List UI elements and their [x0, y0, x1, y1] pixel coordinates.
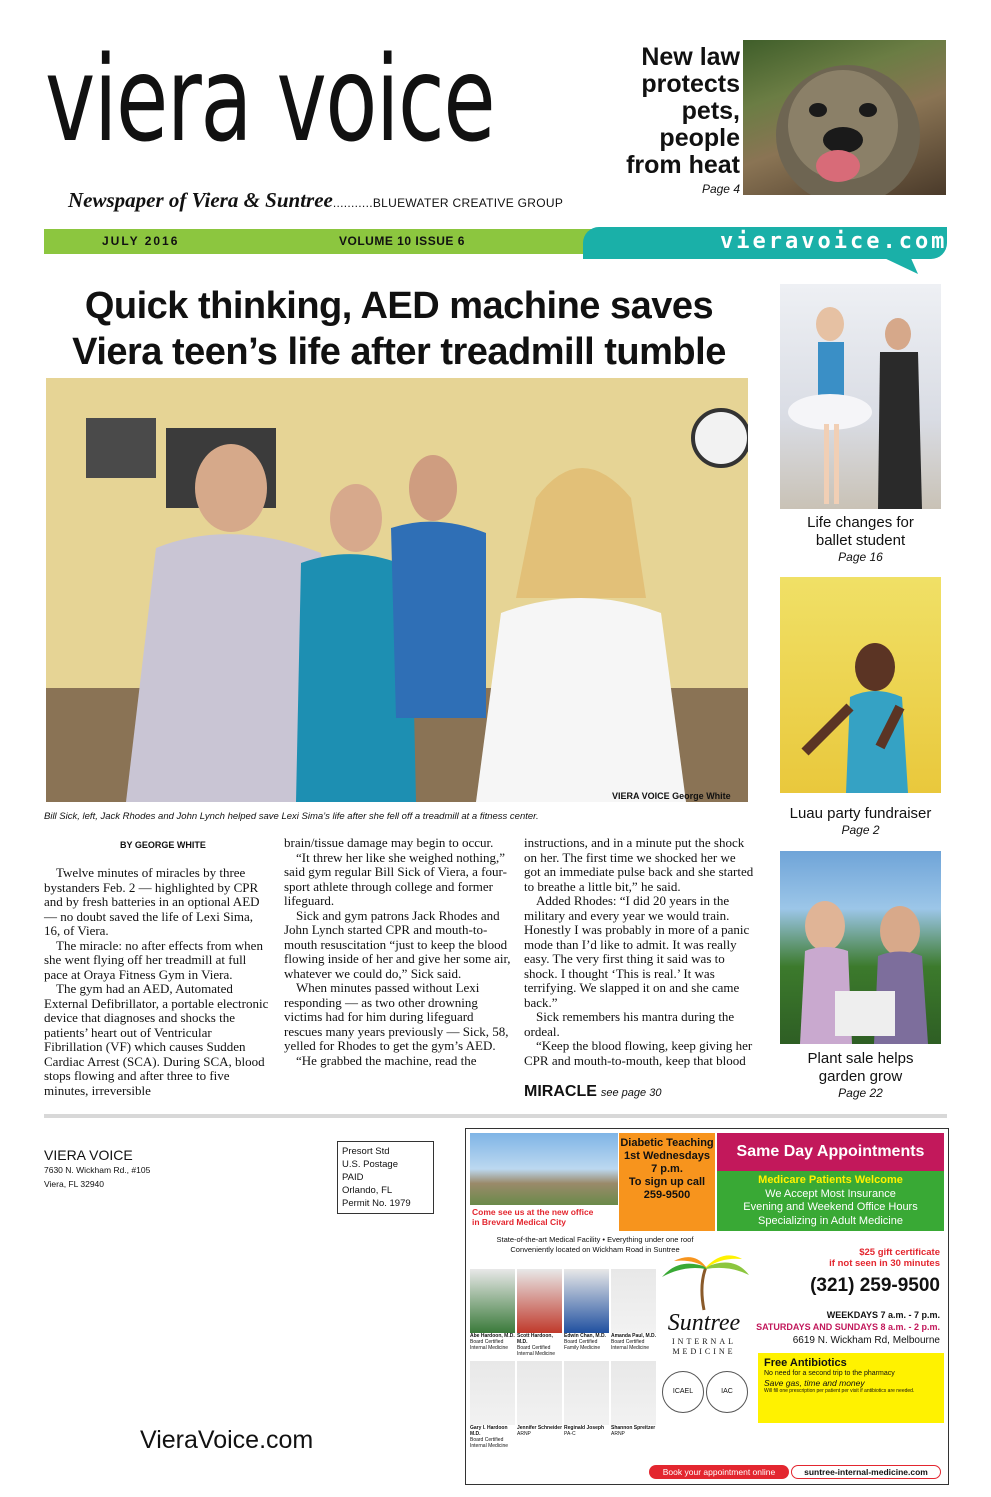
- luau-caption[interactable]: Luau party fundraiser Page 2: [789, 805, 932, 837]
- issue-volume: VOLUME 10 ISSUE 6: [339, 234, 465, 248]
- doctor-photo: [470, 1361, 515, 1425]
- photo-credit: VIERA VOICE George White: [612, 791, 731, 801]
- office-note: Come see us at the new office in Brevard Medical City: [472, 1207, 594, 1227]
- phone-number[interactable]: (321) 259-9500: [810, 1275, 940, 1296]
- facility-text: State-of-the-art Medical Facility • Everything under one roof Conveniently located on Wickham Road in Suntree: [496, 1235, 694, 1254]
- building-photo: [470, 1133, 618, 1205]
- dog-photo: [743, 40, 946, 195]
- teaser-story[interactable]: [600, 44, 740, 196]
- jump-page: see page 30: [600, 1087, 662, 1099]
- gift-certificate: $25 gift certificate if not seen in 30 minutes: [829, 1247, 940, 1269]
- jump-word: MIRACLE: [524, 1083, 597, 1100]
- doctor-card: Edwin Chan, M.D. Board Certified Family Medicine: [564, 1269, 609, 1357]
- doctor-card: Reginald Joseph PA-C: [564, 1361, 609, 1449]
- ad-website-link[interactable]: suntree-internal-medicine.com: [791, 1465, 941, 1479]
- article-column-3: instructions, and in a minute put the shock on her. The first time we shocked her we got an immediate pulse back and she started to breathe a little bit,” he said. Added Rhodes: “I did 20 years in the military and every year we would train. Honestly I was probably in more of a panic mode than I’d like to admit. It was really easy. The very first thing it said was to shock. I thought ‘This is real.’ It was terrifying. We slapped it on and she came back.” Sick remembers his mantra during the ordeal. “Keep the blood flowing, keep giving her CPR and mouth-to-mouth, keep that blood: [524, 835, 754, 1068]
- masthead-title: viera voice: [45, 30, 495, 168]
- doctor-photo: [470, 1269, 515, 1333]
- garden-photo: [780, 851, 941, 1044]
- office-address: 6619 N. Wickham Rd, Melbourne: [792, 1335, 940, 1346]
- doctor-card: Jennifer Schneider ARNP: [517, 1361, 562, 1449]
- book-online-button[interactable]: Book your appointment online: [649, 1465, 789, 1479]
- suntree-logo: Suntree INTERNAL MEDICINE: [654, 1255, 754, 1365]
- doctor-photo: [517, 1269, 562, 1333]
- jump-link[interactable]: [524, 1083, 661, 1101]
- section-divider: [44, 1114, 947, 1118]
- palm-icon: [654, 1255, 754, 1315]
- doctor-card: Amanda Paul, M.D. Board Certified Internal Medicine: [611, 1269, 656, 1357]
- antibiotics-box: Free Antibiotics No need for a second trip to the pharmacy Save gas, time and money Will fill one prescription per patient per visit if antibiotics are needed.: [758, 1353, 944, 1423]
- banner-tail: [880, 256, 920, 276]
- doctor-photo: [564, 1361, 609, 1425]
- doctor-photo: [517, 1361, 562, 1425]
- ballet-caption[interactable]: Life changes for ballet student Page 16: [807, 514, 914, 564]
- article-column-2: brain/tissue damage may begin to occur. “It threw her like she weighed nothing,” said gym regular Bill Sick of Viera, a four-sport athlete through college and former lifeguard. Sick and gym patrons Jack Rhodes and John Lynch started CPR and mouth-to-mouth resuscitation “just to keep the blood flowing inside of her and give her some air, whatever we could do,” Sick said. When minutes passed without Lexi responding — as two other drowning victims had for him during lifeguard rescues many years previously — Sick, 58, yelled for Rhodes to get the gym’s AED. “He grabbed the machine, read the: [284, 835, 511, 1068]
- article-column-1: Twelve minutes of miracles by three bystanders Feb. 2 — highlighted by CPR and by fresh batteries in an optional AED — no doubt saved the life of Lexi Sima, 16, of Viera. The miracle: no after effects from when she went flying off her treadmill at full pace at Oraya Fitness Gym in Viera. The gym had an AED, Automated External Defibrillator, a portable electronic device that diagnoses and shocks the patients’ heart out of Ventricular Fibrillation (VF) which causes Sudden Cardiac Arrest (SCA). During SCA, blood stops flowing and after three to five minutes, irreversible: [44, 865, 269, 1098]
- publisher-name: ...........BLUEWATER CREATIVE GROUP: [332, 196, 564, 210]
- mailing-address: VIERA VOICE 7630 N. Wickham Rd., #105 Viera, FL 32940: [44, 1147, 151, 1189]
- byline: BY GEORGE WHITE: [120, 840, 206, 850]
- teaser-page: Page 4: [701, 182, 740, 196]
- doctor-photo: [611, 1361, 656, 1425]
- diabetic-teaching: Diabetic Teaching 1st Wednesdays 7 p.m. To sign up call 259-9500: [619, 1133, 715, 1231]
- doctor-card: Scott Hardoon, M.D. Board Certified Internal Medicine: [517, 1269, 562, 1357]
- services-box: Medicare Patients Welcome We Accept Most Insurance Evening and Weekend Office Hours Specializing in Adult Medicine: [717, 1171, 944, 1231]
- lead-headline: Quick thinking, AED machine saves Viera teen’s life after treadmill tumble: [72, 285, 726, 373]
- same-day-banner: Same Day Appointments: [717, 1133, 944, 1171]
- doctor-card: Abe Hardoon, M.D. Board Certified Internal Medicine: [470, 1269, 515, 1357]
- suntree-ad[interactable]: [465, 1128, 949, 1485]
- luau-photo: [780, 577, 941, 793]
- issue-date: JULY 2016: [102, 234, 180, 248]
- tagline-text: Newspaper of Viera & Suntree: [68, 188, 333, 212]
- teaser-headline: New law protects pets, people from heat: [626, 43, 740, 179]
- postage-indicia: Presort Std U.S. Postage PAID Orlando, FL Permit No. 1979: [337, 1141, 434, 1214]
- photo-caption: Bill Sick, left, Jack Rhodes and John Lynch helped save Lexi Sima’s life after she fell off a treadmill at a fitness center.: [44, 811, 539, 822]
- garden-caption[interactable]: Plant sale helps garden grow Page 22: [807, 1050, 914, 1100]
- issue-bar: [44, 229, 600, 254]
- doctor-photo: [611, 1269, 656, 1333]
- doctor-photo: [564, 1269, 609, 1333]
- doctor-grid: [470, 1269, 658, 1449]
- ballet-photo: [780, 284, 941, 509]
- doctor-card: Shannon Spreitzer ARNP: [611, 1361, 656, 1449]
- doctor-card: Gary I. Hardoon M.D. Board Certified Internal Medicine: [470, 1361, 515, 1449]
- office-hours: WEEKDAYS 7 a.m. - 7 p.m. SATURDAYS AND SUNDAYS 8 a.m. - 2 p.m.: [756, 1310, 940, 1332]
- lead-photo: [46, 378, 748, 802]
- footer-website[interactable]: VieraVoice.com: [140, 1426, 314, 1454]
- icael-badge: ICAEL: [662, 1371, 704, 1413]
- masthead-tagline: [68, 188, 563, 213]
- iac-badge: IAC: [706, 1371, 748, 1413]
- website-link[interactable]: vieravoice.com: [720, 229, 948, 254]
